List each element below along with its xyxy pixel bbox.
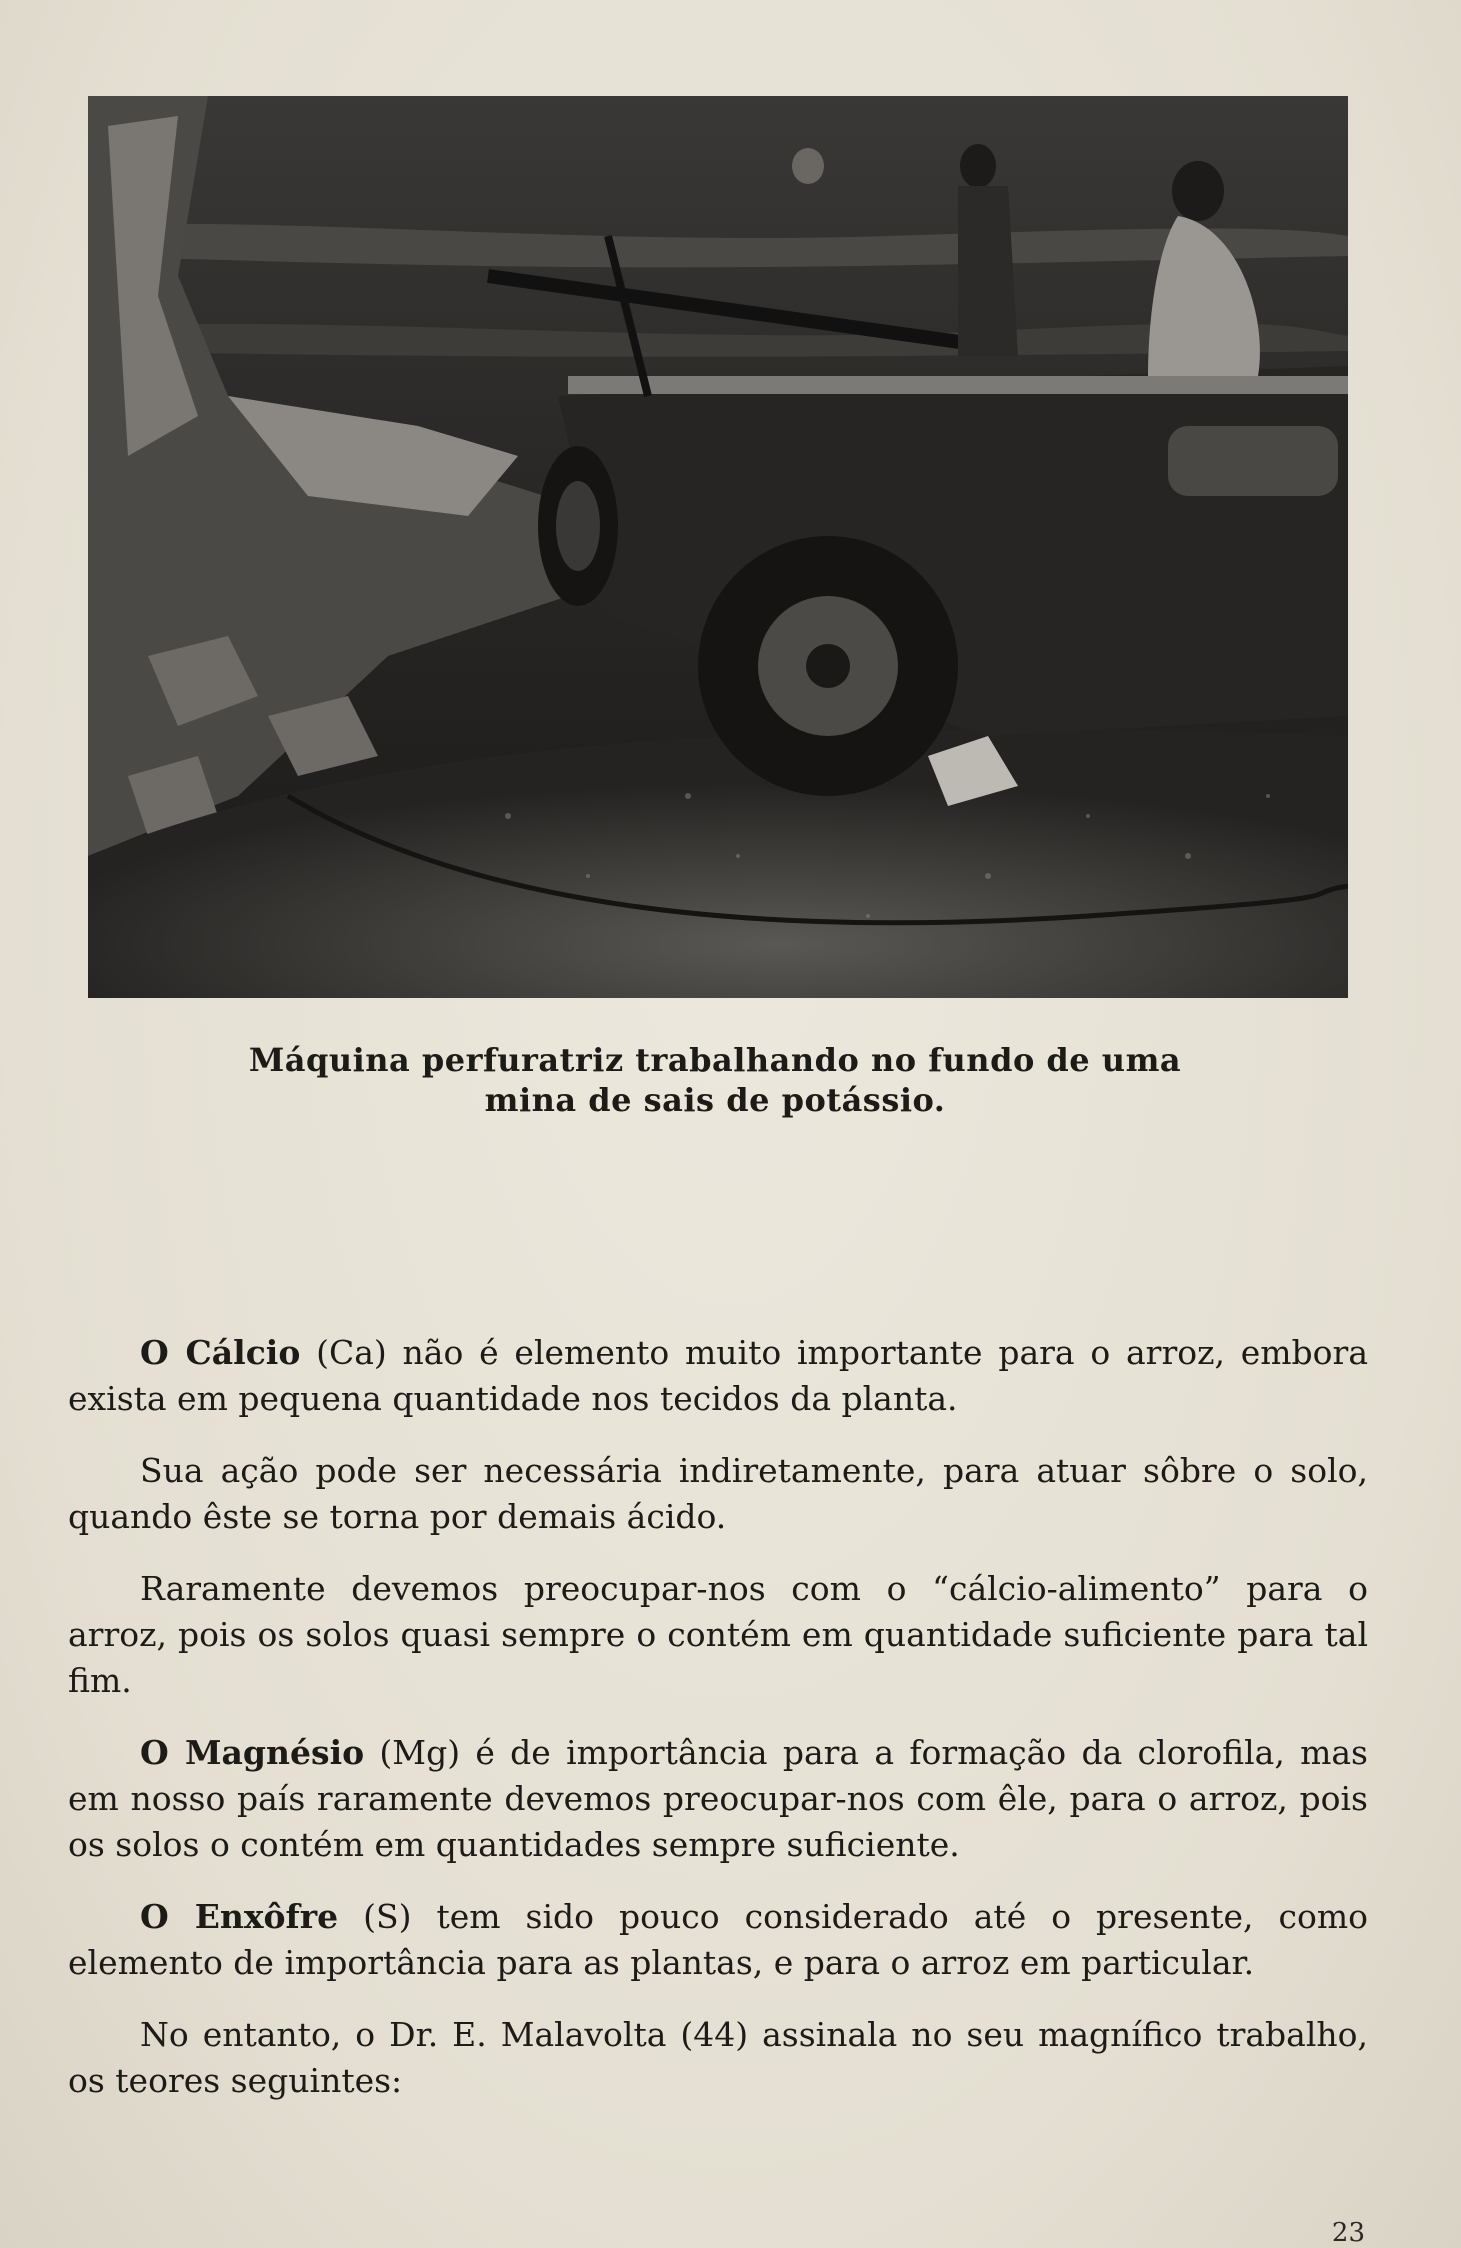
term-sulfur: O Enxôfre [140, 1897, 339, 1936]
term-calcium: O Cálcio [140, 1333, 301, 1372]
paragraph-malavolta [68, 2012, 1368, 2104]
paragraph-text: Raramente devemos preocupar-nos com o “cálcio-alimento” para o arroz, pois os solos quasi sempre o contém em quantidade suficiente para tal fim. [68, 1569, 1368, 1700]
paragraph-calcium [68, 1330, 1368, 1422]
paragraph-text: Sua ação pode ser necessária indiretamente, para atuar sôbre o solo, quando êste se torna por demais ácido. [68, 1451, 1368, 1536]
paragraph-text: (Mg) é de importância para a formação da clorofila, mas em nosso país raramente devemos preocupar-nos com êle, para o arroz, pois os solos o contém em quantidades sempre suficiente. [68, 1733, 1368, 1864]
mine-drilling-machine-photo [88, 96, 1348, 998]
paragraph-text: (S) tem sido pouco considerado até o presente, como elemento de importância para as plantas, e para o arroz em particular. [68, 1897, 1368, 1982]
term-magnesium: O Magnésio [140, 1733, 365, 1772]
figure-caption [150, 1040, 1280, 1120]
caption-line-1: Máquina perfuratriz trabalhando no fundo de uma [248, 1041, 1182, 1079]
paragraph-calcium-action [68, 1448, 1368, 1540]
paragraph-text: (Ca) não é elemento muito importante para o arroz, embora exista em pequena quantidade nos tecidos da planta. [68, 1333, 1368, 1418]
caption-line-2: mina de sais de potássio. [484, 1081, 946, 1119]
paragraph-magnesium [68, 1730, 1368, 1868]
paragraph-calcium-food [68, 1566, 1368, 1704]
paragraph-sulfur [68, 1894, 1368, 1986]
paragraph-text: No entanto, o Dr. E. Malavolta (44) assinala no seu magnífico trabalho, os teores seguintes: [68, 2015, 1368, 2100]
body-text [68, 1330, 1368, 2130]
photo-illustration [88, 96, 1348, 998]
page-number: 23 [1331, 2218, 1365, 2248]
